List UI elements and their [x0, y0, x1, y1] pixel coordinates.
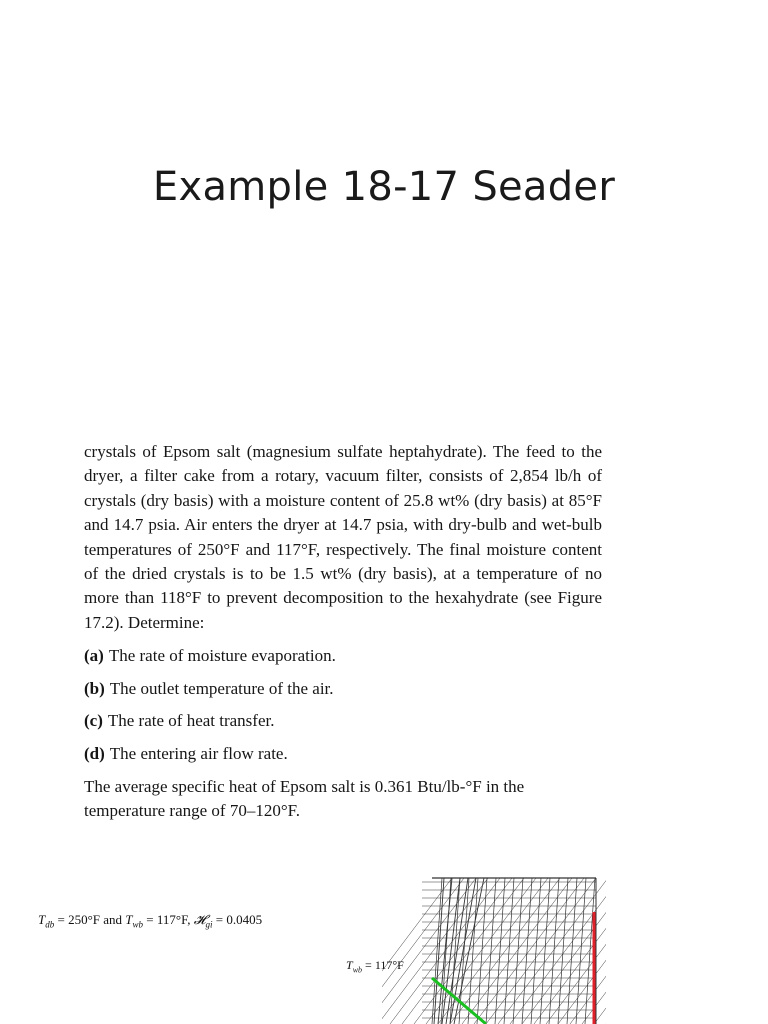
question-list	[84, 644, 602, 766]
twb-annotation-value: 117°F	[374, 958, 404, 972]
twb-chart-annotation: $T_{wb} = 117^\circ F$	[346, 958, 404, 975]
question-label: (a)	[84, 646, 104, 666]
question-label: (b)	[84, 678, 105, 698]
tdb-value: 250°F	[68, 912, 101, 927]
given-conditions: $T_{db} = 250^\circ F$ and $T_{wb} = 117^\circ F$, 𝓗$_{gi}$ = 0.0405	[38, 912, 263, 930]
question-item-a	[84, 644, 602, 668]
question-text: The rate of moisture evaporation.	[108, 646, 336, 666]
twb-value: 117°F,	[156, 912, 191, 927]
slide-title: Example 18-17 Seader	[152, 164, 616, 210]
question-label: (c)	[84, 711, 103, 731]
specific-heat-note: The average specific heat of Epsom salt is 0.361 Btu/lb-°F in the temperature range of 70–120°F.	[84, 776, 525, 821]
question-text: The entering air flow rate.	[109, 744, 288, 764]
hgi-value: 0.0405	[226, 912, 263, 927]
question-text: The outlet temperature of the air.	[109, 678, 334, 698]
psychrometric-chart	[382, 872, 606, 1024]
and-word: and	[103, 912, 123, 927]
chart-grid	[382, 878, 606, 1024]
question-item-c	[84, 709, 602, 733]
problem-statement	[84, 440, 602, 823]
problem-paragraph: crystals of Epsom salt (magnesium sulfate heptahydrate). The feed to the dryer, a filter cake from a rotary, vacuum filter, consists of 2,854 lb/h of crystals (dry basis) with a moisture content of 25.8 wt% (dry basis) at 85°F and 14.7 psia. Air enters the dryer at 14.7 psia, with dry-bulb and wet-bulb temperatures of 250°F and 117°F, respectively. The final moisture content of the dried crystals is to be 1.5 wt% (dry basis), at a temperature of no more than 118°F to prevent decomposition to the hexahydrate (see Figure 17.2). Determine:	[84, 442, 602, 632]
question-item-d	[84, 742, 602, 766]
question-item-b	[84, 677, 602, 701]
question-text: The rate of heat transfer.	[107, 711, 275, 731]
question-label: (d)	[84, 744, 105, 764]
